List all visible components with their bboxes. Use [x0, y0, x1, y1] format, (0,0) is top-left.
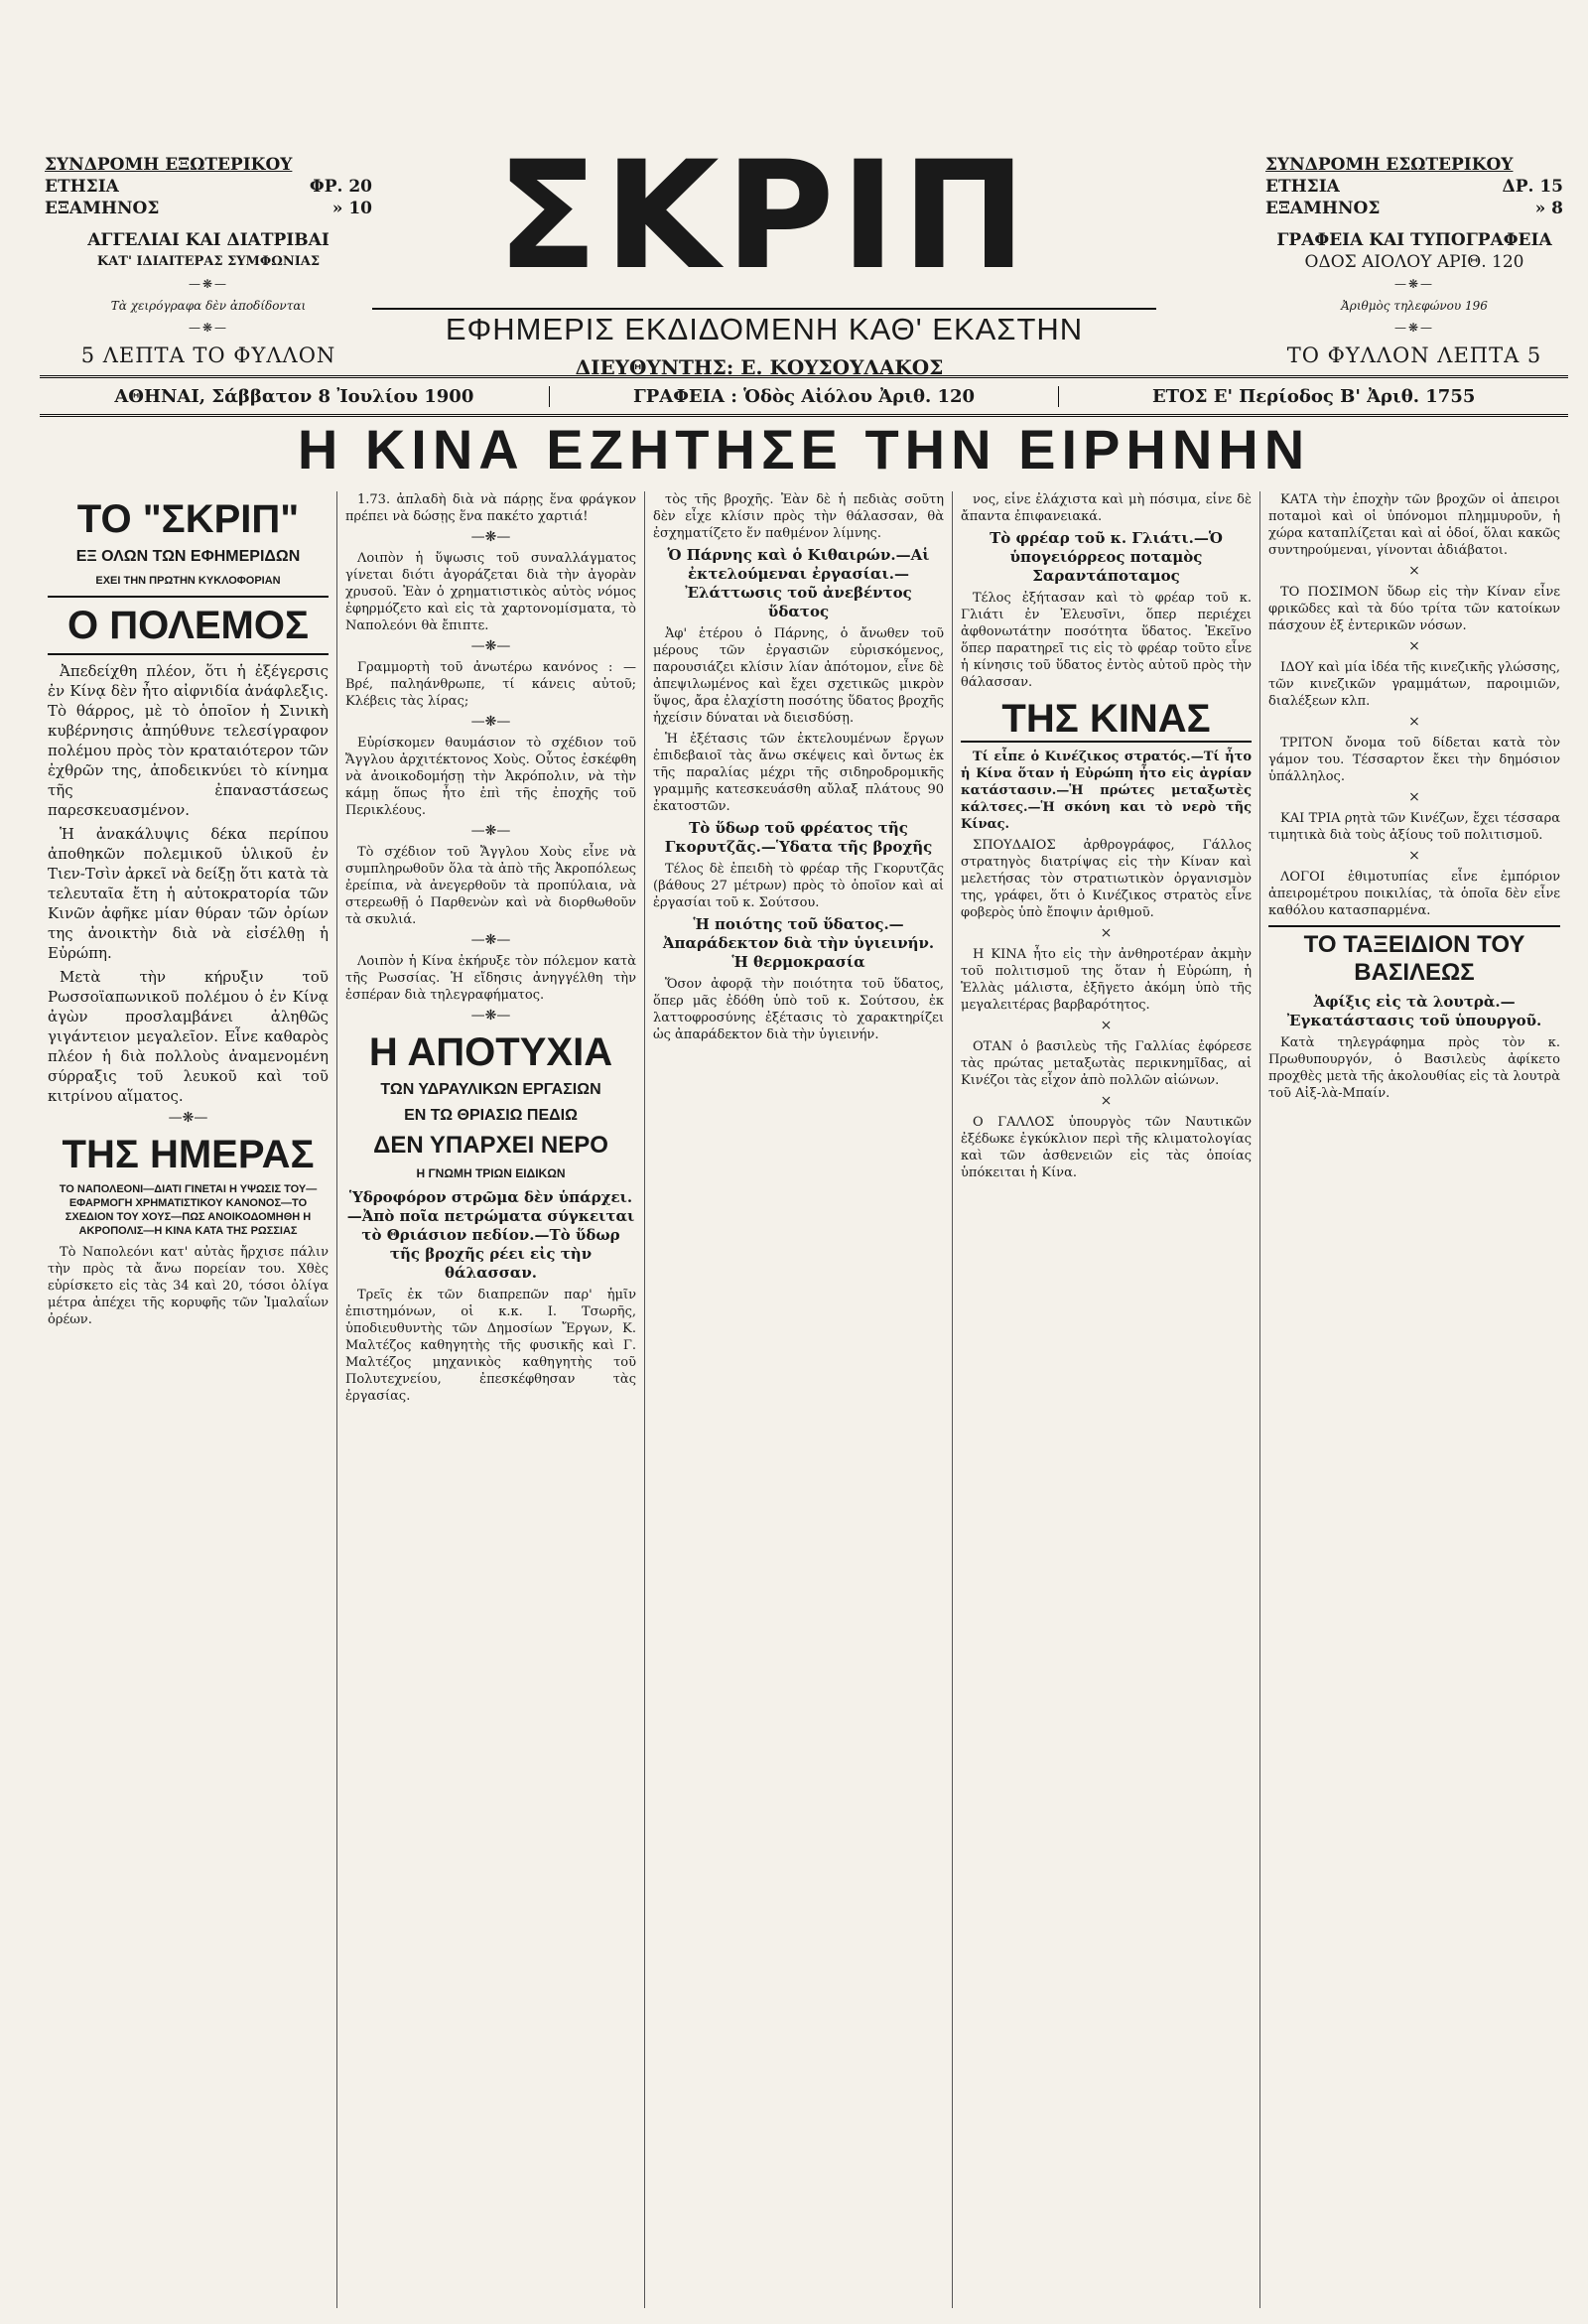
- annual-label: ΕΤΗΣΙΑ: [1265, 177, 1340, 197]
- manuscripts-notice: Τὰ χειρόγραφα δὲν ἀποδίδονται: [110, 299, 307, 313]
- newspaper-logo: ΣΚΡΙΠ: [496, 130, 1032, 303]
- day-paragraph: Τὸ Ναπολεόνι κατ' αὐτὰς ἤρχισε πάλιν τὴν πρὸς τὰ ἄνω πορείαν του. Χθὲς εὑρίσκετο εἰς τὰς 34 καὶ 20, τόσοι ὀλίγα μέτρα ἀπέχει τῆς κορυφῆς τῶν Ἰμαλαΐων ὀρέων.: [48, 1245, 329, 1327]
- col3-paragraph: τὸς τῆς βροχῆς. Ἐὰν δὲ ἡ πεδιὰς σοῦτη δὲν εἶχε κλίσιν πρὸς τὴν θάλασσαν, θὰ ἐσχηματίζετο ἕν παθμένον λίμνης.: [653, 492, 944, 541]
- col4-heading: Τὸ φρέαρ τοῦ κ. Γλιάτι.—Ὁ ὑπογειόρρεος ποταμὸς Σαραντάποταμος: [990, 529, 1223, 585]
- subscription-domestic: [1265, 154, 1563, 366]
- issue-number: ΕΤΟΣ Ε' Περίοδος Β' Ἀριθ. 1755: [1151, 385, 1476, 407]
- divider-cross: ×: [1100, 925, 1113, 941]
- divider-cross: ×: [1100, 1093, 1113, 1109]
- director: ΔΙΕΥΘΥΝΤΗΣ: Ε. ΚΟΥΣΟΥΛΑΚΟΣ: [575, 355, 944, 379]
- col2-paragraph: Λοιπὸν ἡ Κίνα ἐκήρυξε τὸν πόλεμον κατὰ τῆς Ρωσσίας. Ἡ εἴδησις ἀνηγγέλθη τὴν ἑσπέραν διὰ τηλεγραφήματος.: [345, 954, 636, 1003]
- divider-ornament: —❋—: [470, 1008, 511, 1024]
- col4-paragraph: ΣΠΟΥΔΑΙΟΣ ἀρθρογράφος, Γάλλος στρατηγὸς διατρίψας εἰς τὴν Κίναν καὶ μελετήσας τὸν στρατιωτικὸν ὀργανισμὸν της, γράφει, ὅτι ὁ Κινέζικος στρατὸς εἶνε φοβερὸς ὑπὸ ἔποψιν ἀριθμοῦ.: [961, 838, 1252, 920]
- col4-paragraph: ΟΤΑΝ ὁ βασιλεὺς τῆς Γαλλίας ἐφόρεσε τὰς πρώτας μεταξωτὰς περικνημῖδας, αἱ Κινέζοι τὰς εἶχον ἀπὸ πολλῶν αἰώνων.: [961, 1039, 1252, 1088]
- sub-domestic-title: ΣΥΝΔΡΟΜΗ ΕΣΩΤΕΡΙΚΟΥ: [1265, 155, 1514, 175]
- divider-cross: ×: [1408, 563, 1420, 579]
- col2-paragraph: Τὸ σχέδιον τοῦ Ἄγγλου Χοὺς εἶνε νὰ συμπληρωθοῦν ὅλα τὰ ἀπὸ τῆς Ἀκροπόλεως ἐρείπια, νὰ ἀνεγερθοῦν τὰ προπύλαια, νὰ στερεωθῇ ὁ Παρθενὼν καὶ νὰ διορθωθοῦν τὰ σκυλιά.: [345, 845, 636, 927]
- dateline-bar: [40, 375, 1568, 417]
- sub-foreign-title: ΣΥΝΔΡΟΜΗ ΕΞΩΤΕΡΙΚΟΥ: [45, 155, 293, 175]
- divider-ornament: —❋—: [470, 823, 511, 839]
- phone-number: Ἀριθμὸς τηλεφώνου 196: [1341, 299, 1488, 313]
- newspaper-page: [40, 60, 1568, 2313]
- failure-lead: Ὑδροφόρον στρῶμα δὲν ὑπάρχει.—Ἀπὸ ποῖα πετρώματα σύγκειται τὸ Θριάσιον πεδίον.—Τὸ ὕδωρ τῆς βροχῆς ρέει εἰς τὴν θάλασσαν.: [346, 1188, 635, 1282]
- half-label: ΕΞΑΜΗΝΟΣ: [1265, 199, 1381, 218]
- offices-address: ΟΔΟΣ ΑΙΟΛΟΥ ΑΡΙΘ. 120: [1304, 252, 1524, 272]
- col3-heading: Ἡ ποιότης τοῦ ὕδατος.—Ἀπαράδεκτον διὰ τὴν ὑγιεινήν. Ἡ θερμοκρασία: [662, 915, 935, 971]
- war-paragraph: Ἡ ἀνακάλυψις δέκα περίπου ἀποθηκῶν πολεμικοῦ ὑλικοῦ ἐν Τιεν-Τσὶν ἀρκεῖ νὰ δείξῃ ὅτι κατὰ τὰ τελευταῖα ἔτη ἡ αὐτοκρατορία τῶν Κινῶν ἀφῆκε μίαν θύραν τῶν ὀρίων της ἀνοικτὴν διὰ νὰ εἰσέλθῃ ἡ Εὐρώπη.: [48, 825, 329, 962]
- promo-subtitle-2: ΕΧΕΙ ΤΗΝ ΠΡΩΤΗΝ ΚΥΚΛΟΦΟΡΙΑΝ: [95, 575, 281, 587]
- china-lead: Τί εἶπε ὁ Κινέζικος στρατός.—Τί ἦτο ἡ Κίνα ὅταν ἡ Εὐρώπη ἦτο εἰς ἀγρίαν κατάστασιν.—Ἡ πρώτες μεταξωτὲς κάλτσες.—Ἡ σκόνη και τὸ νερὸ τῆς Κίνας.: [961, 750, 1252, 832]
- col5-paragraph: ΚΑΙ ΤΡΙΑ ρητὰ τῶν Κινέζων, ἔχει τέσσαρα τιμητικὰ διὰ τοὺς ἀξίους τοῦ πολιτισμοῦ.: [1268, 811, 1560, 843]
- col4-paragraph: Τέλος ἐξήτασαν καὶ τὸ φρέαρ τοῦ κ. Γλιάτι ἐν Ἐλευσῖνι, ὅπερ περιέχει ἀφθονωτάτην ποσότητα ὕδατος. Ἐκεῖνο ὅπερ παρατηρεῖ τις εἰς τὸ φρέαρ τοῦτο εἶνε ἡ κίνησις τοῦ ὕδατος ἐντὸς αὐτοῦ πρὸς τὴν θάλασσαν.: [961, 591, 1252, 690]
- col5-paragraph: ΛΟΓΟΙ ἐθιμοτυπίας εἶνε ἐμπόριον ἀπειρομέτρου ποικιλίας, τὰ ὁποῖα δὲν εἶνε καθόλου κατασπαρμένα.: [1268, 870, 1560, 918]
- half-price: » 10: [331, 199, 372, 218]
- col5-paragraph: ΙΔΟΥ καὶ μία ἰδέα τῆς κινεζικῆς γλώσσης, τῶν κινεζικῶν γραμμάτων, παροιμιῶν, διαλέξεων κλπ.: [1268, 660, 1560, 709]
- offices-line: ΓΡΑΦΕΙΑ : Ὁδὸς Αἰόλου Ἀριθ. 120: [550, 386, 1060, 407]
- col3-paragraph: Ἀφ' ἑτέρου ὁ Πάρνης, ὁ ἄνωθεν τοῦ μέρους τῶν ἐργασιῶν εὑρισκόμενος, παρουσιάζει κλίσιν λίαν ἀπότομον, εἶνε δὲ ἀπεψιλωμένος καὶ ἔχει σχετικῶς μικρὸν ὕψος, ἄρα ἐλαχίστη ποσότης ὕδατος βροχῆς ἠχείσιν δύναται νὰ διεισδύσῃ.: [653, 626, 944, 726]
- subscription-foreign: [45, 154, 372, 366]
- col5-paragraph: Κατὰ τηλεγράφημα πρὸς τὸν κ. Πρωθυπουργόν, ὁ Βασιλεὺς ἀφίκετο προχθὲς μετὰ τῆς ἀκολουθίας εἰς τὰ λουτρὰ τοῦ Αἰξ-λὰ-Μπαίν.: [1268, 1035, 1560, 1101]
- divider-ornament: —❋—: [470, 932, 511, 948]
- divider-cross: ×: [1408, 638, 1420, 654]
- divider-ornament: —❋—: [188, 321, 229, 335]
- masthead: [40, 99, 1568, 397]
- col2-paragraph: Λοιπὸν ἡ ὕψωσις τοῦ συναλλάγματος γίνεται διότι ἀγοράζεται διὰ τὴν ἀγορὰν χρυσοῦ. Ἐὰν ὁ χρηματιστικὸς αὐτὸς νόμος ἐφηρμόζετο καὶ εἰς τὰ χαρτονομίσματα, τὸ Ναπολεόνι θὰ ἔπιπτε.: [345, 551, 636, 633]
- war-paragraph: Μετὰ τὴν κήρυξιν τοῦ Ρωσσοϊαπωνικοῦ πολέμου ὁ ἐν Κίνᾳ ἀγὼν προσλαμβάνει ἀληθῶς γιγάντειον μεγαλεῖον. Εἶνε καθαρὸς πλέον ἡ διὰ πολλοὺς ἀναμενομένη σύρραξις τοῦ λευκοῦ καὶ τοῦ κιτρίνου αἵματος.: [48, 968, 329, 1105]
- column-4: [953, 491, 1260, 2308]
- failure-sub-4: Η ΓΝΩΜΗ ΤΡΙΩΝ ΕΙΔΙΚΩΝ: [416, 1166, 566, 1180]
- col4-paragraph: Ο ΓΑΛΛΟΣ ὑπουργὸς τῶν Ναυτικῶν ἐξέδωκε ἐγκύκλιον περὶ τῆς κλιματολογίας καὶ τῶν ἀσθενειῶν εἰς τὰς ὁποίας ὑπόκειται ἡ Κίνα.: [961, 1115, 1252, 1180]
- article-columns: [40, 491, 1568, 2308]
- col3-paragraph: Τέλος δὲ ἐπειδὴ τὸ φρέαρ τῆς Γκορυτζᾶς (βάθους 27 μέτρων) πρὸς τὸ ὁποῖον καὶ αἱ ἐργασίαι τοῦ κ. Σούτσου.: [653, 862, 944, 910]
- divider-ornament: —❋—: [1393, 321, 1435, 335]
- annual-price: ΦΡ. 20: [309, 177, 372, 197]
- failure-sub-2: ΕΝ ΤΩ ΘΡΙΑΣΙΩ ΠΕΔΙΩ: [404, 1107, 578, 1124]
- failure-paragraph: Τρεῖς ἐκ τῶν διαπρεπῶν παρ' ἡμῖν ἐπιστημόνων, οἱ κ.κ. Ι. Τσωρῆς, ὑποδιευθυντὴς τῶν Δημοσίων Ἔργων, Κ. Μαλτέζος καθηγητὴς τῆς φυσικῆς καὶ Γ. Μαλτέζος μηχανικὸς καθηγητὴς τοῦ Πολυτεχνείου, ἐπεσκέφθησαν τὰς ἐργασίας.: [345, 1288, 636, 1404]
- divider-cross: ×: [1408, 789, 1420, 805]
- issue-date: ΑΘΗΝΑΙ, Σάββατον 8 Ἰουλίου 1900: [40, 386, 550, 407]
- divider-ornament: —❋—: [1393, 277, 1435, 291]
- column-3: [645, 491, 953, 2308]
- price-left: 5 ΛΕΠΤΑ ΤΟ ΦΥΛΛΟΝ: [80, 343, 336, 367]
- col2-paragraph: Εὑρίσκομεν θαυμάσιον τὸ σχέδιον τοῦ Ἄγγλου ἀρχιτέκτονος Χοὺς. Οὗτος ἐσκέφθη νὰ ἀνοικοδομήσῃ τὴν Ἀκρόπολιν, νὰ τὴν κάμῃ ὅπως ἦτο ἐπὶ τῆς ἐποχῆς τοῦ Περικλέους.: [345, 736, 636, 818]
- failure-sub-3: ΔΕΝ ΥΠΑΡΧΕΙ ΝΕΡΟ: [373, 1132, 608, 1159]
- divider-ornament: —❋—: [470, 638, 511, 654]
- half-price: » 8: [1534, 199, 1563, 218]
- price-right: ΤΟ ΦΥΛΛΟΝ ΛΕΠΤΑ 5: [1286, 343, 1542, 367]
- col2-paragraph: 1.73. ἀπλαδὴ διὰ νὰ πάρῃς ἕνα φράγκον πρέπει νὰ δώσῃς ἕνα πακέτο χαρτιά!: [345, 492, 636, 524]
- annual-label: ΕΤΗΣΙΑ: [45, 177, 119, 197]
- promo-subtitle: ΕΞ ΟΛΩΝ ΤΩΝ ΕΦΗΜΕΡΙΔΩΝ: [75, 548, 301, 565]
- column-2: [337, 491, 645, 2308]
- divider-cross: ×: [1408, 714, 1420, 730]
- col2-paragraph: Γραμμορτὴ τοῦ ἀνωτέρω κανόνος : — Βρέ, παληάνθρωπε, τί κάνεις αὐτοῦ; Κλέβεις τὰς λίρας;: [345, 660, 636, 709]
- failure-sub: ΤΩΝ ΥΔΡΑΥΛΙΚΩΝ ΕΡΓΑΣΙΩΝ: [380, 1081, 601, 1098]
- col5-paragraph: ΤΟ ΠΟΣΙΜΟΝ ὕδωρ εἰς τὴν Κίναν εἶνε φρικῶδες καὶ τὰ δύο τρίτα τῶν κατοίκων πάσχουν ἐξ ἐντερικῶν νόσων.: [1268, 585, 1560, 633]
- war-paragraph: Ἀπεδείχθη πλέον, ὅτι ἡ ἐξέγερσις ἐν Κίνᾳ δὲν ἦτο αἰφνιδία ἀνάφλεξις. Τὸ θάρρος, μὲ τὸ ὁποῖον ἡ Σινικὴ κυβέρνησις ἀπηύθυνε τελεσίγραφον πολέμου πρὸς τὸν κραταιότερον τῶν ἐχθρῶν της, ἀποδεικνύει τὸ κίνημα τῆς ἐπαναστάσεως παρεσκευασμένον.: [48, 662, 329, 819]
- ads-notice: ΑΓΓΕΛΙΑΙ ΚΑΙ ΔΙΑΤΡΙΒΑΙ: [87, 230, 330, 250]
- annual-price: ΔΡ. 15: [1502, 177, 1563, 197]
- col3-paragraph: Ἡ ἐξέτασις τῶν ἐκτελουμένων ἔργων ἐπιδεβαιοῖ τὰς ἄνω σκέψεις καὶ ὄντως ἐκ τῆς παραλίας μέχρι τῆς σιδηροδρομικῆς γραμμῆς κατεσκευάσθη αὔλαξ πλάτους 90 ἑκατοστῶν.: [653, 732, 944, 814]
- failure-title: Η ΑΠΟΤΥΧΙΑ: [368, 1030, 613, 1074]
- day-title: ΤΗΣ ΗΜΕΡΑΣ: [62, 1133, 315, 1176]
- day-subtitle: ΤΟ ΝΑΠΟΛΕΟΝΙ—ΔΙΑΤΙ ΓΙΝΕΤΑΙ Η ΥΨΩΣΙΣ ΤΟΥ—ΕΦΑΡΜΟΓΗ ΧΡΗΜΑΤΙΣΤΙΚΟΥ ΚΑΝΟΝΟΣ—ΤΟ ΣΧΕΔΙΟΝ ΤΟΥ ΧΟΥΣ—ΠΩΣ ΑΝΟΙΚΟΔΟΜΗΘΗ Η ΑΚΡΟΠΟΛΙΣ—Η ΚΙΝΑ ΚΑΤΑ ΤΗΣ ΡΩΣΣΙΑΣ: [59, 1183, 318, 1237]
- column-5: [1260, 491, 1568, 2308]
- offices-title: ΓΡΑΦΕΙΑ ΚΑΙ ΤΥΠΟΓΡΑΦΕΙΑ: [1276, 230, 1552, 250]
- divider-cross: ×: [1100, 1018, 1113, 1033]
- tagline: ΕΦΗΜΕΡΙΣ ΕΚΔΙΔΟΜΕΝΗ ΚΑΘ' ΕΚΑΣΤΗΝ: [372, 308, 1156, 347]
- col3-heading: Ὁ Πάρνης καὶ ὁ Κιθαιρών.—Αἱ ἐκτελούμεναι ἐργασίαι.—Ἐλάττωσις τοῦ ἀνεβέντος ὕδατος: [667, 546, 930, 620]
- divider-ornament: —❋—: [168, 1110, 208, 1126]
- divider-ornament: —❋—: [188, 277, 229, 291]
- col4-paragraph: νος, εἶνε ἐλάχιστα καὶ μὴ πόσιμα, εἶνε δὲ ἄπαντα ἐπιφανειακά.: [961, 492, 1252, 524]
- column-1: [40, 491, 337, 2308]
- king-trip-title: ΤΟ ΤΑΞΕΙΔΙΟΝ ΤΟΥ ΒΑΣΙΛΕΩΣ: [1268, 925, 1560, 987]
- main-headline: Η ΚΙΝΑ ΕΖΗΤΗΣΕ ΤΗΝ ΕΙΡΗΝΗΝ: [297, 418, 1311, 480]
- war-title: Ο ΠΟΛΕΜΟΣ: [48, 596, 329, 655]
- divider-ornament: —❋—: [470, 529, 511, 545]
- col3-paragraph: Ὅσον ἀφορᾷ τὴν ποιότητα τοῦ ὕδατος, ὅπερ μᾶς ἐδόθη ὑπὸ τοῦ κ. Σούτσου, ἐκ λαττοφροσύνης ἐξέτασις τὸ χαρακτηρίζει ὡς ἀπαράδεκτον διὰ τὴν ὑγιεινήν.: [653, 977, 944, 1042]
- promo-title: ΤΟ "ΣΚΡΙΠ": [76, 497, 300, 541]
- ads-notice-2: ΚΑΤ' ΙΔΙΑΙΤΕΡΑΣ ΣΥΜΦΩΝΙΑΣ: [96, 254, 321, 269]
- king-trip-lead: Ἀφίξις εἰς τὰ λουτρὰ.—Ἐγκατάστασις τοῦ ὑπουργοῦ.: [1286, 993, 1542, 1029]
- divider-ornament: —❋—: [470, 714, 511, 730]
- china-title: ΤΗΣ ΚΙΝΑΣ: [961, 697, 1252, 743]
- col5-paragraph: ΚΑΤΑ τὴν ἐποχὴν τῶν βροχῶν οἱ ἀπειροι ποταμοὶ καὶ οἱ ὑπόνομοι πλημμυροῦν, ἡ χώρα καταπλίζεται καὶ αἱ ὁδοί, ὅλαι κακῶς συντηρούμεναι, γίνονται ἀδιάβατοι.: [1268, 492, 1560, 558]
- col3-heading: Τὸ ὕδωρ τοῦ φρέατος τῆς Γκορυτζᾶς.—Ὑδατα τῆς βροχῆς: [664, 819, 933, 856]
- divider-cross: ×: [1408, 848, 1420, 864]
- col5-paragraph: ΤΡΙΤΟΝ ὄνομα τοῦ δίδεται κατὰ τὸν γάμον του. Τέσσαρτον ἔκει τὴν δημόσιον ὑπάλληλος.: [1268, 736, 1560, 784]
- col4-paragraph: Η ΚΙΝΑ ἦτο εἰς τὴν ἀνθηροτέραν ἀκμὴν τοῦ πολιτισμοῦ της ὅταν ἡ Εὐρώπη, ἡ Ἑλλὰς μάλιστα, ἐξῆγετο ἀκόμη ὑπὸ τῆς μεγαλειτέρας βαρβαρότητος.: [961, 947, 1252, 1013]
- half-label: ΕΞΑΜΗΝΟΣ: [45, 199, 160, 218]
